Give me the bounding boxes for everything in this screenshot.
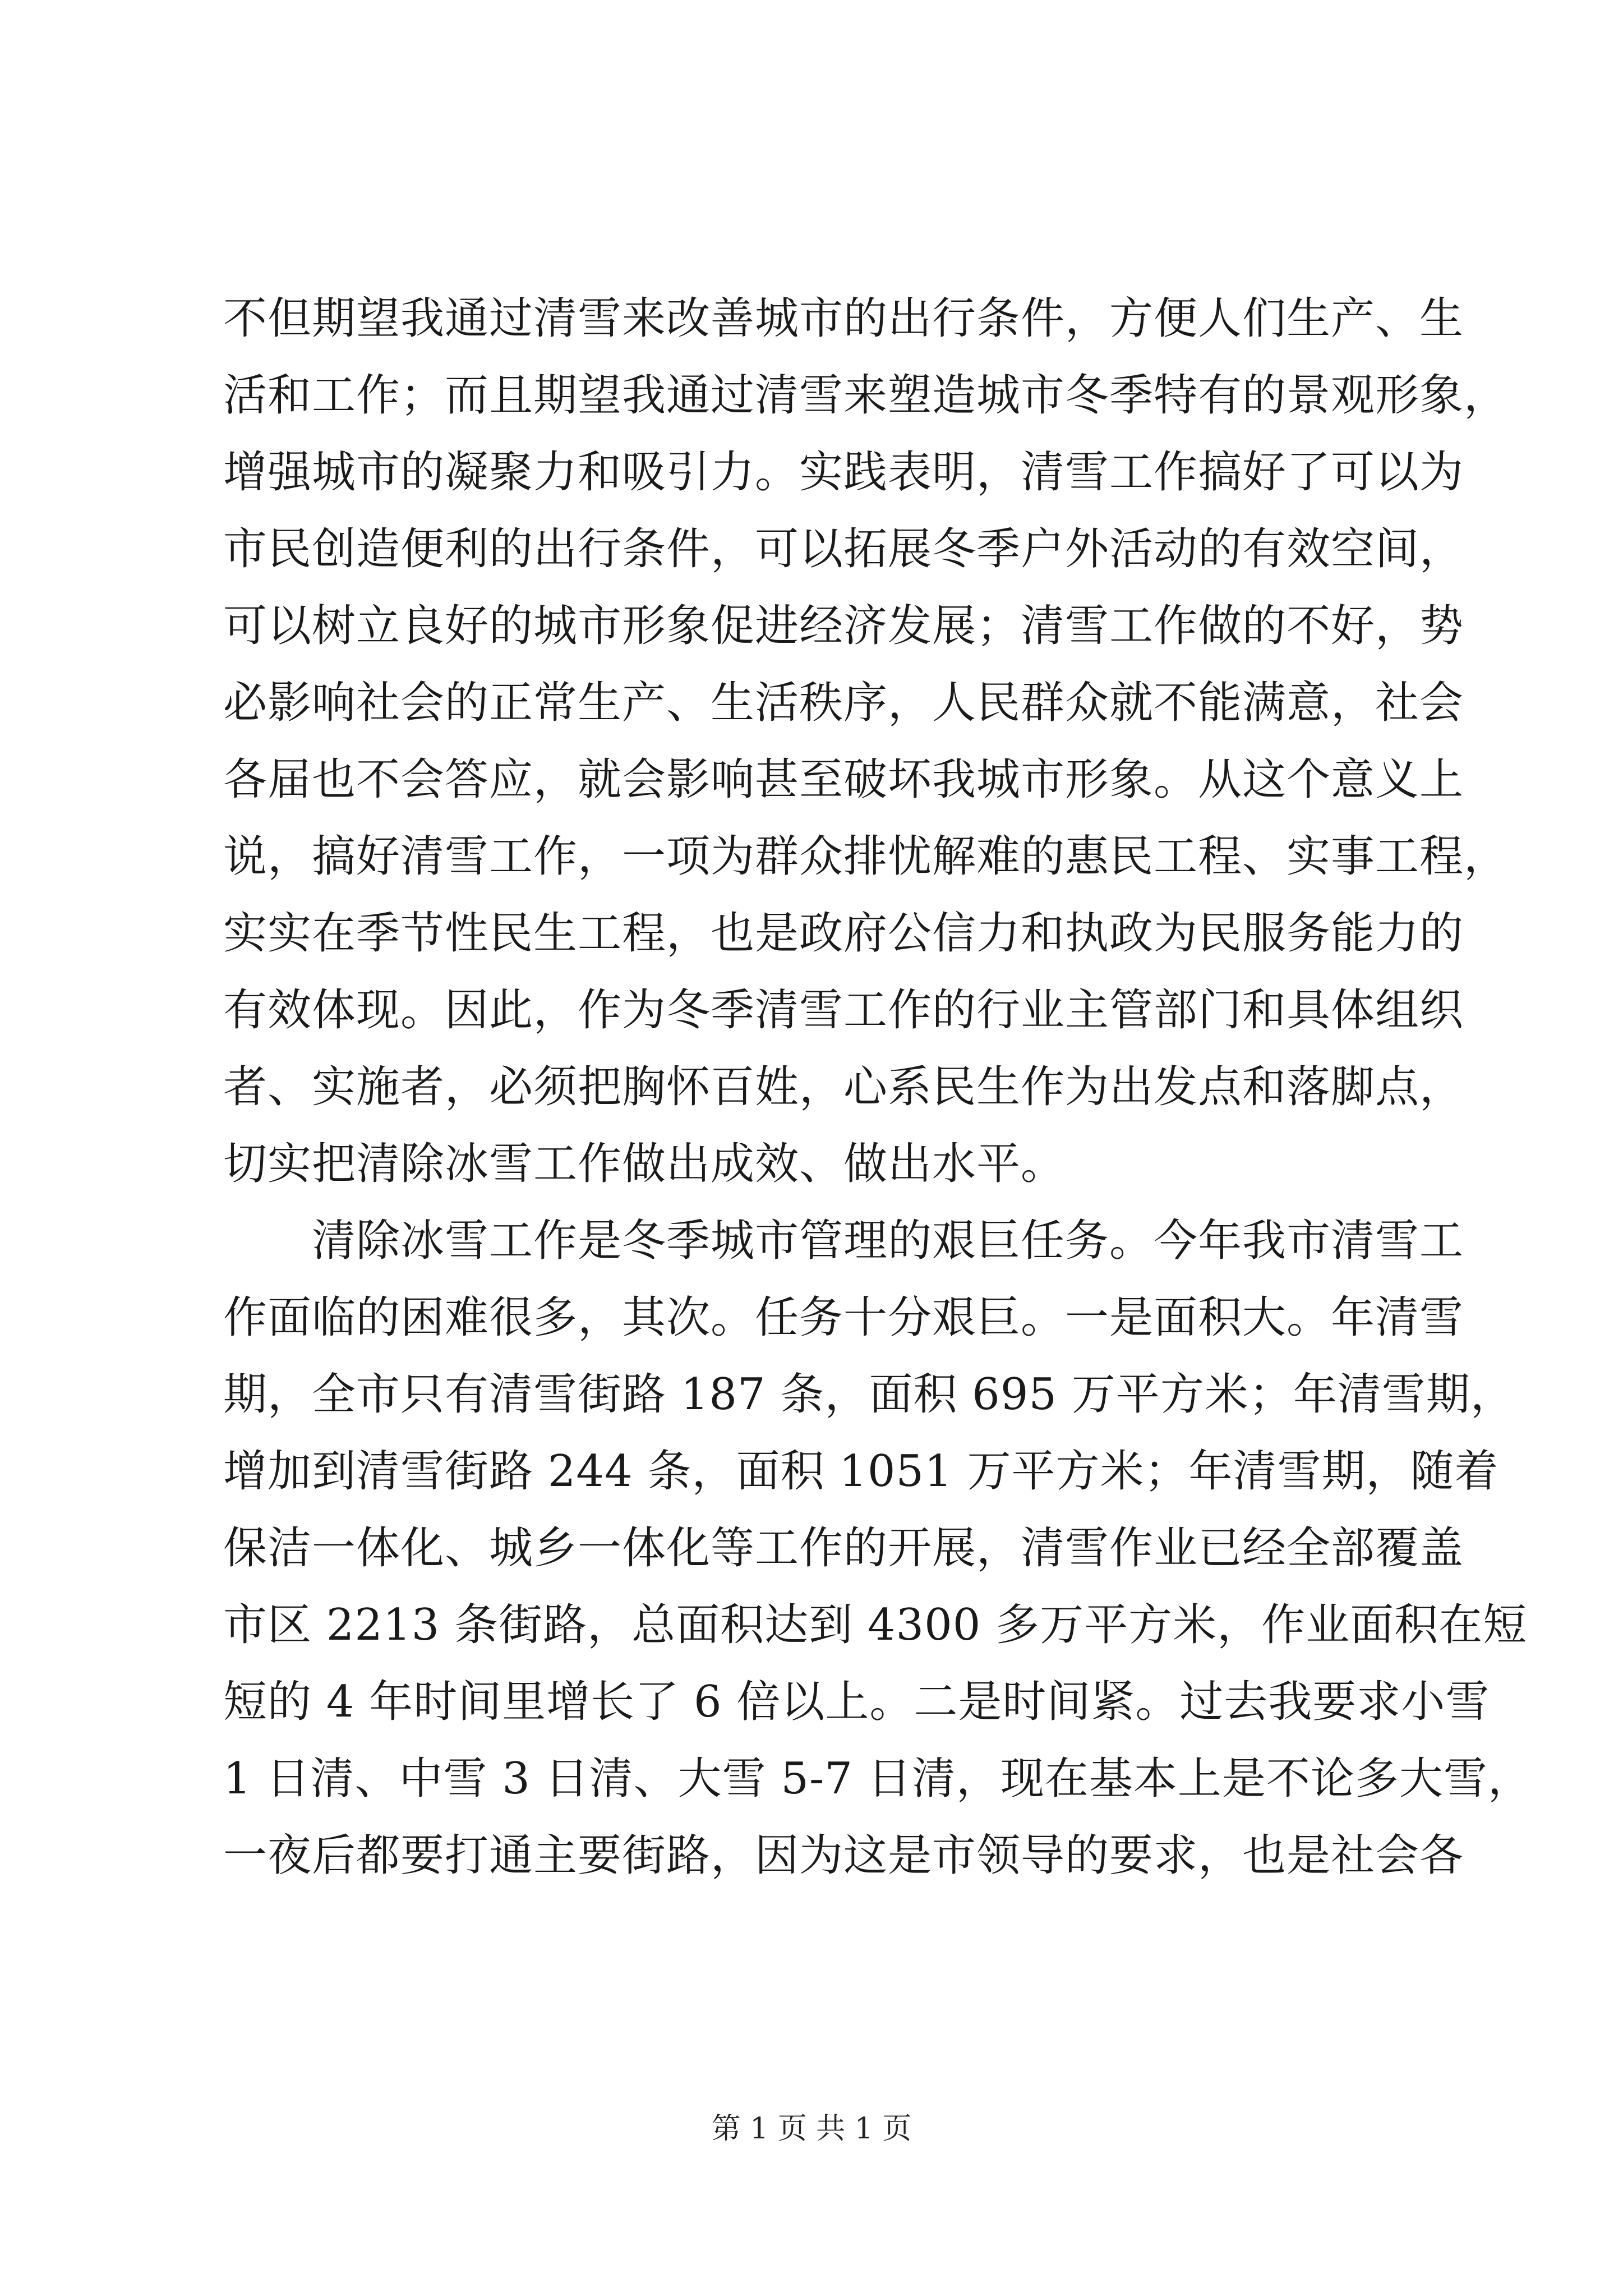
text-line: 保洁一体化、城乡一体化等工作的开展，清雪作业已经全部覆盖 — [223, 1523, 1464, 1573]
page-number: 第 1 页 共 1 页 — [711, 2112, 912, 2146]
text-line: 清除冰雪工作是冬季城市管理的艰巨任务。今年我市清雪工 — [312, 1216, 1464, 1266]
text-line: 说，搞好清雪工作，一项为群众排忧解难的惠民工程、实事工程， — [223, 831, 1509, 882]
paragraph-2 — [223, 1203, 1532, 1894]
text-line: 一夜后都要打通主要街路，因为这是市领导的要求，也是社会各 — [223, 1830, 1464, 1881]
text-line: 必影响社会的正常生产、生活秩序，人民群众就不能满意，社会 — [223, 678, 1464, 728]
text-line: 市民创造便利的出行条件，可以拓展冬季户外活动的有效空间， — [223, 524, 1464, 574]
text-line: 活和工作；而且期望我通过清雪来塑造城市冬季特有的景观形象， — [223, 370, 1509, 421]
text-line: 不但期望我通过清雪来改善城市的出行条件，方便人们生产、生 — [223, 293, 1464, 344]
text-line: 增加到清雪街路 244 条，面积 1051 万平方米；年清雪期，随着 — [223, 1446, 1499, 1497]
text-line: 可以树立良好的城市形象促进经济发展；清雪工作做的不好，势 — [223, 601, 1464, 651]
body-text — [223, 280, 1532, 1894]
text-line: 者、实施者，必须把胸怀百姓，心系民生作为出发点和落脚点， — [223, 1062, 1464, 1112]
text-line: 短的 4 年时间里增长了 6 倍以上。二是时间紧。过去我要求小雪 — [223, 1677, 1490, 1727]
text-line: 切实把清除冰雪工作做出成效、做出水平。 — [223, 1139, 1066, 1189]
text-line: 1 日清、中雪 3 日清、大雪 5-7 日清，现在基本上是不论多大雪， — [223, 1754, 1532, 1804]
text-line: 期，全市只有清雪街路 187 条，面积 695 万平方米；年清雪期， — [223, 1369, 1515, 1420]
text-line: 有效体现。因此，作为冬季清雪工作的行业主管部门和具体组织 — [223, 985, 1464, 1036]
text-line: 作面临的困难很多，其次。任务十分艰巨。一是面积大。年清雪 — [223, 1292, 1464, 1343]
page-footer — [0, 2109, 1623, 2148]
text-line: 市区 2213 条街路，总面积达到 4300 多万平方米，作业面积在短 — [223, 1600, 1528, 1650]
paragraph-1 — [223, 280, 1509, 1203]
text-line: 增强城市的凝聚力和吸引力。实践表明，清雪工作搞好了可以为 — [223, 447, 1464, 498]
text-line: 实实在季节性民生工程，也是政府公信力和执政为民服务能力的 — [223, 908, 1464, 959]
text-line: 各届也不会答应，就会影响甚至破坏我城市形象。从这个意义上 — [223, 754, 1464, 805]
